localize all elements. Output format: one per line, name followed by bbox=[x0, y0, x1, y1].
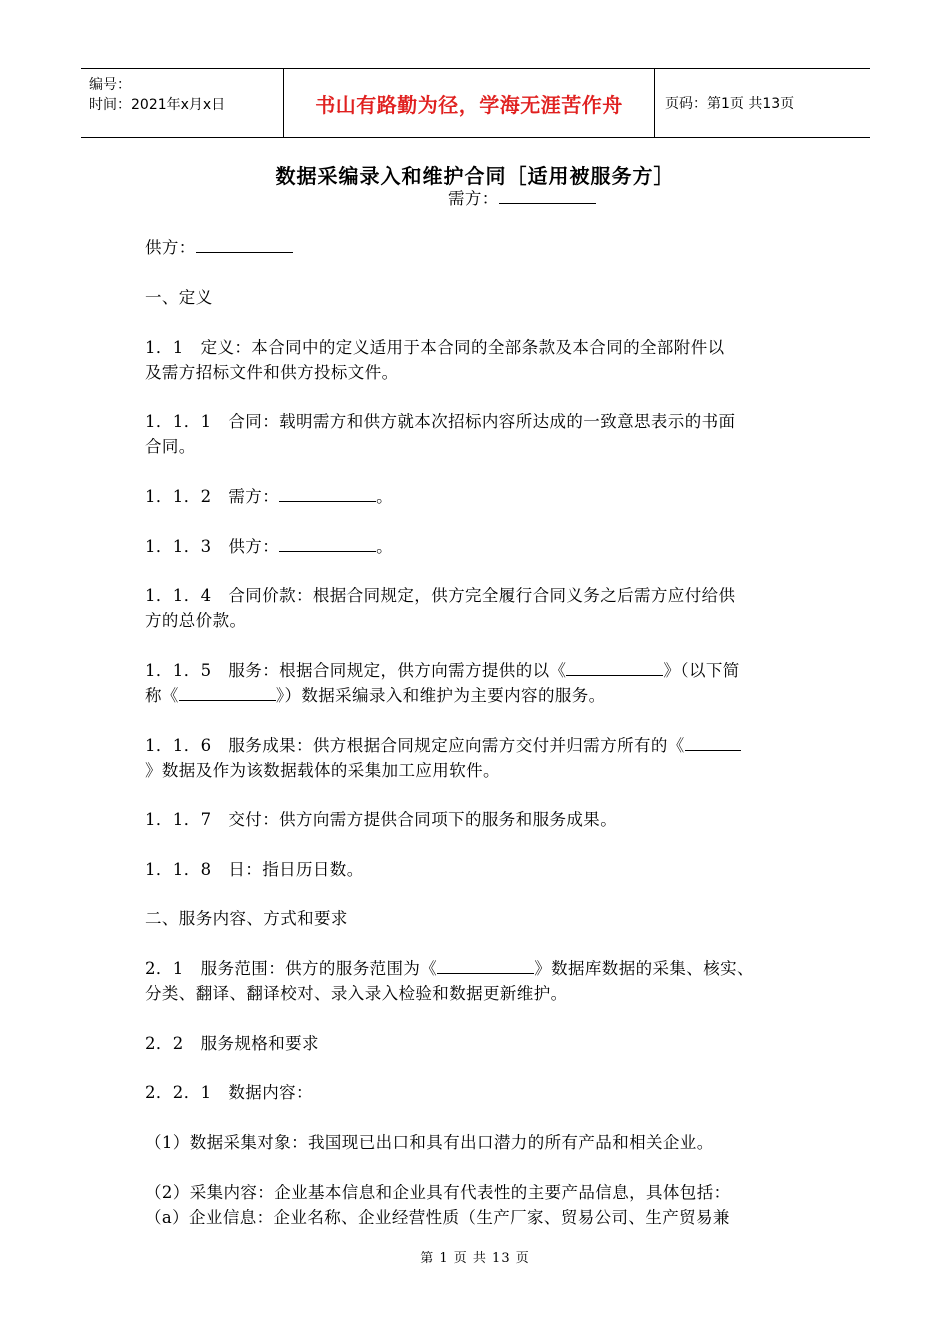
para-1-1-3 bbox=[145, 534, 815, 559]
section-2-heading: 二、服务内容、方式和要求 bbox=[145, 909, 348, 928]
party-supply-label: 供方： bbox=[145, 238, 196, 257]
page-code: 页码：第1页 共13页 bbox=[665, 96, 795, 112]
para-1-1-6-line-2: 》数据及作为该数据载体的采集加工应用软件。 bbox=[145, 761, 500, 780]
list-item-2: （2）采集内容：企业基本信息和企业具有代表性的主要产品信息，具体包括： bbox=[145, 1183, 731, 1202]
header-meta bbox=[81, 69, 283, 137]
para-2-1-line-1 bbox=[145, 956, 815, 981]
para-1-1-5-text-c: 称《 bbox=[145, 686, 179, 705]
blank-line bbox=[499, 187, 596, 204]
para-1-1-5-text-a: 1．1．5 服务：根据合同规定，供方向需方提供的以《 bbox=[145, 661, 567, 680]
para-1-1-line-1: 1．1 定义：本合同中的定义适用于本合同的全部条款及本合同的全部附件以 bbox=[145, 338, 725, 357]
list-item-a: （a）企业信息：企业名称、企业经营性质（生产厂家、贸易公司、生产贸易兼 bbox=[145, 1208, 730, 1227]
para-1-1-6-text-a: 1．1．6 服务成果：供方根据合同规定应向需方交付并归需方所有的《 bbox=[145, 736, 685, 755]
header-table bbox=[81, 68, 870, 138]
para-1-1-1-line-1: 1．1．1 合同：载明需方和供方就本次招标内容所达成的一致意思表示的书面 bbox=[145, 412, 736, 431]
header-page-code bbox=[655, 69, 870, 137]
list-item-1: （1）数据采集对象：我国现已出口和具有出口潜力的所有产品和相关企业。 bbox=[145, 1133, 714, 1152]
header-slogan-cell bbox=[283, 69, 655, 137]
blank-line bbox=[685, 734, 741, 751]
slogan: 书山有路勤为径，学海无涯苦作舟 bbox=[315, 92, 623, 117]
party-demand-line bbox=[448, 186, 950, 211]
para-1-1-5-line-2 bbox=[145, 683, 815, 708]
number-label: 编号： bbox=[89, 77, 131, 93]
para-2-2-1: 2．2．1 数据内容： bbox=[145, 1083, 313, 1102]
para-1-1-7: 1．1．7 交付：供方向需方提供合同项下的服务和服务成果。 bbox=[145, 810, 618, 829]
para-1-1-1-line-2: 合同。 bbox=[145, 437, 196, 456]
para-1-1-5-text-b: 》（以下简 bbox=[663, 661, 740, 680]
para-1-1-6-line-1 bbox=[145, 733, 815, 758]
para-2-2: 2．2 服务规格和要求 bbox=[145, 1034, 319, 1053]
para-1-1-5-text-d: 》）数据采编录入和维护为主要内容的服务。 bbox=[275, 686, 606, 705]
party-demand-label: 需方： bbox=[448, 189, 499, 208]
time-label: 时间：2021年x月x日 bbox=[89, 97, 226, 113]
para-2-1-line-2: 分类、翻译、翻译校对、录入录入检验和数据更新维护。 bbox=[145, 984, 568, 1003]
page-footer: 第 1 页 共 13 页 bbox=[420, 1251, 530, 1266]
para-1-1-4-line-2: 方的总价款。 bbox=[145, 611, 247, 630]
document-title: 数据采编录入和维护合同［适用被服务方］ bbox=[275, 164, 675, 188]
period: 。 bbox=[376, 487, 393, 506]
para-1-1-4-line-1: 1．1．4 合同价款：根据合同规定，供方完全履行合同义务之后需方应付给供 bbox=[145, 586, 736, 605]
para-1-1-2 bbox=[145, 484, 815, 509]
para-1-1-3-text: 1．1．3 供方： bbox=[145, 537, 280, 556]
section-1-heading: 一、定义 bbox=[145, 288, 213, 307]
period: 。 bbox=[376, 537, 393, 556]
para-2-1-text-b: 》数据库数据的采集、核实、 bbox=[534, 959, 754, 978]
party-supply-line bbox=[145, 235, 815, 260]
blank-line bbox=[437, 957, 534, 974]
blank-line bbox=[566, 659, 663, 676]
blank-line bbox=[179, 684, 276, 701]
blank-line bbox=[279, 535, 376, 552]
para-1-1-line-2: 及需方招标文件和供方投标文件。 bbox=[145, 363, 399, 382]
para-1-1-2-text: 1．1．2 需方： bbox=[145, 487, 280, 506]
blank-line bbox=[196, 236, 293, 253]
para-1-1-8: 1．1．8 日：指日历日数。 bbox=[145, 860, 364, 879]
blank-line bbox=[279, 485, 376, 502]
para-1-1-5-line-1 bbox=[145, 658, 815, 683]
para-2-1-text-a: 2．1 服务范围：供方的服务范围为《 bbox=[145, 959, 438, 978]
